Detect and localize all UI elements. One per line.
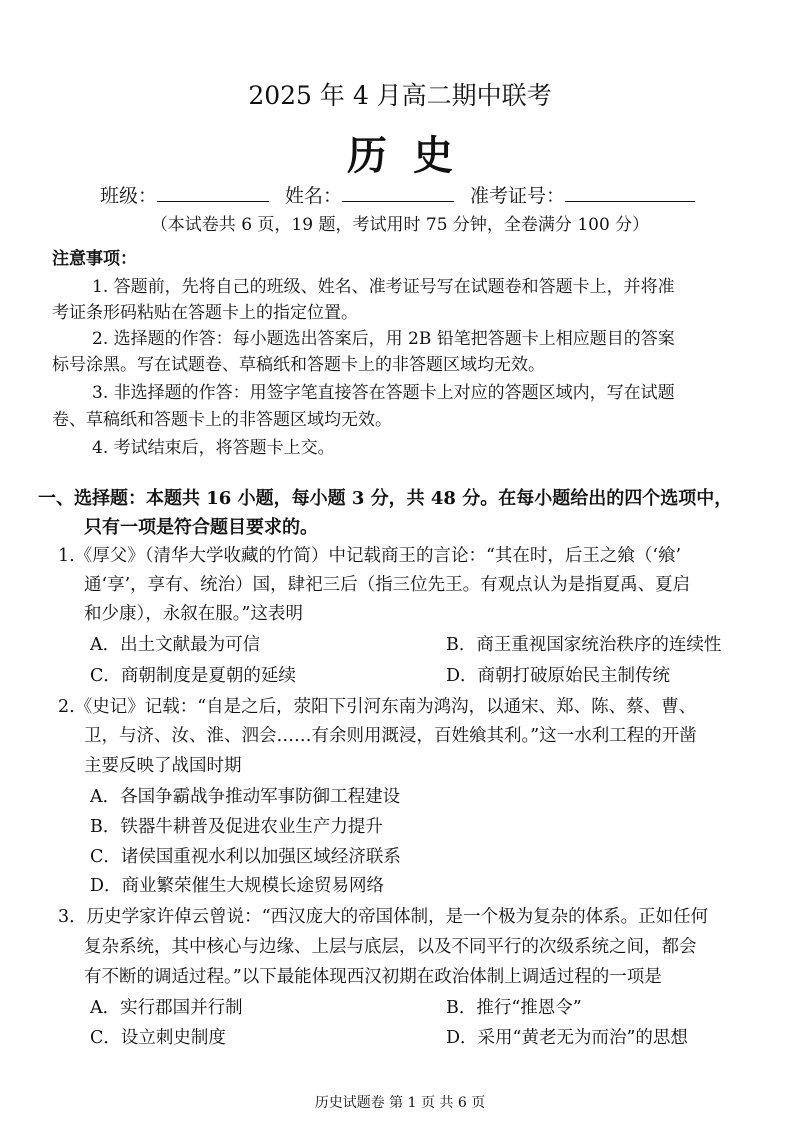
exam-info: （本试卷共 6 页，19 题，考试用时 75 分钟，全卷满分 100 分） — [150, 215, 650, 235]
question-3-option-a: A．实行郡国并行制 — [90, 998, 243, 1018]
question-3-line: 3．历史学家许倬云曾说：“西汉庞大的帝国体制，是一个极为复杂的体系。正如任何 — [58, 907, 709, 927]
question-3-line: 复杂系统，其中核心与边缘、上层与底层，以及不同平行的次级系统之间，都会 — [84, 937, 697, 957]
question-1-option-b: B．商王重视国家统治秩序的连续性 — [446, 635, 722, 655]
question-3-line: 有不断的调适过程。”以下最能体现西汉初期在政治体制上调适过程的一项是 — [84, 967, 662, 987]
question-2-line: 2.《史记》记载：“自是之后，荥阳下引河东南为鸿沟，以通宋、郑、陈、蔡、曹、 — [58, 697, 697, 717]
notice-line: 标号涂黑。写在试题卷、草稿纸和答题卡上的非答题区域均无效。 — [52, 355, 545, 375]
question-3-option-c: C．设立刺史制度 — [90, 1028, 226, 1048]
question-2-option-b: B．铁器牛耕普及促进农业生产力提升 — [90, 817, 383, 837]
question-3-option-b: B．推行“推恩令” — [446, 998, 582, 1018]
question-1-option-a: A．出土文献最为可信 — [90, 635, 261, 655]
notice-line: 2. 选择题的作答：每小题选出答案后，用 2B 铅笔把答题卡上相应题目的答案 — [92, 329, 675, 349]
question-3-option-d: D．采用“黄老无为而治”的思想 — [446, 1028, 688, 1048]
question-1-option-d: D．商朝打破原始民主制传统 — [446, 666, 671, 686]
question-1-line: 1.《厚父》（清华大学收藏的竹简）中记载商王的言论：“其在时，后王之飨（‘飨’ — [58, 546, 682, 566]
exam-title: 2025 年 4 月高二期中联考 — [248, 81, 552, 110]
question-1-line: 通‘享’，享有、统治）国，肆祀三后（指三位先王。有观点认为是指夏禹、夏启 — [84, 575, 691, 595]
class-blank — [157, 183, 269, 202]
student-info-fields — [100, 181, 695, 208]
exam-id-blank — [565, 183, 695, 202]
notice-line: 卷、草稿纸和答题卡上的非答题区域均无效。 — [52, 410, 392, 430]
name-blank — [342, 183, 454, 202]
page-footer: 历史试题卷 第 1 页 共 6 页 — [314, 1095, 486, 1111]
notice-line: 4. 考试结束后，将答题卡上交。 — [92, 438, 335, 458]
question-2-option-a: A．各国争霸战争推动军事防御工程建设 — [90, 787, 401, 807]
question-2-line: 卫，与济、汝、淮、泗会……有余则用溉浸，百姓飨其利。”这一水利工程的开凿 — [84, 726, 697, 746]
name-label: 姓名： — [285, 185, 343, 207]
question-2-line: 主要反映了战国时期 — [84, 756, 242, 776]
notice-line: 1. 答题前，先将自己的班级、姓名、准考证号写在试题卷和答题卡上，并将准 — [92, 277, 675, 297]
section-heading: 一、选择题：本题共 16 小题，每小题 3 分，共 48 分。在每小题给出的四个选项中， — [38, 488, 733, 509]
section-heading-cont: 只有一项是符合题目要求的。 — [84, 517, 318, 538]
question-2-option-d: D．商业繁荣催生大规模长途贸易网络 — [90, 876, 385, 896]
question-1-option-c: C．商朝制度是夏朝的延续 — [90, 666, 296, 686]
notice-line: 3. 非选择题的作答：用签字笔直接答在答题卡上对应的答题区域内，写在试题 — [92, 383, 675, 403]
exam-id-label: 准考证号： — [470, 185, 566, 207]
notice-line: 考证条形码粘贴在答题卡上的指定位置。 — [52, 303, 358, 323]
question-2-option-c: C．诸侯国重视水利以加强区域经济联系 — [90, 847, 401, 867]
notice-heading: 注意事项： — [52, 249, 137, 269]
subject-title: 历史 — [347, 132, 479, 179]
class-label: 班级： — [100, 185, 158, 207]
question-1-line: 和少康），永叙在服。”这表明 — [84, 604, 303, 624]
